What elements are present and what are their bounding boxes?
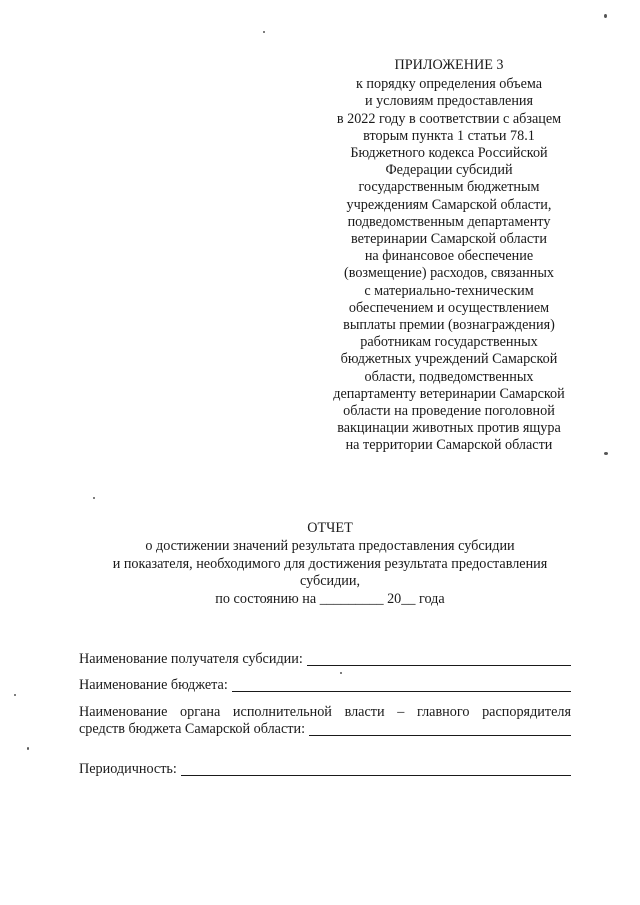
appendix-heading: ПРИЛОЖЕНИЕ 3 xyxy=(394,57,504,73)
budget-blank-line[interactable] xyxy=(232,677,571,692)
appendix-line: департаменту ветеринарии Самарской xyxy=(333,385,565,402)
scan-speck xyxy=(93,497,95,499)
report-fields xyxy=(79,651,571,778)
budget-label: Наименование бюджета: xyxy=(79,677,228,693)
appendix-line: выплаты премии (вознаграждения) xyxy=(343,317,555,334)
report-date-line: по состоянию на _________ 20__ года xyxy=(215,590,445,607)
periodicity-field xyxy=(79,761,571,778)
report-title: ОТЧЕТ xyxy=(307,520,353,536)
appendix-line: (возмещение) расходов, связанных xyxy=(344,265,554,282)
authority-label-cont: средств бюджета Самарской области: xyxy=(79,721,306,737)
appendix-line: вакцинации животных против ящура xyxy=(337,420,561,437)
authority-blank-line[interactable] xyxy=(309,721,571,736)
scan-speck xyxy=(604,14,607,18)
recipient-blank-line[interactable] xyxy=(307,651,571,666)
scan-speck xyxy=(14,694,16,696)
appendix-line: с материально-техническим xyxy=(364,282,534,299)
periodicity-label: Периодичность: xyxy=(79,761,177,777)
appendix-line: учреждениям Самарской области, xyxy=(346,196,552,213)
appendix-line: на территории Самарской области xyxy=(345,437,553,454)
scan-speck xyxy=(27,747,29,750)
recipient-field xyxy=(79,651,571,668)
appendix-line: государственным бюджетным xyxy=(358,179,540,196)
appendix-line: бюджетных учреждений Самарской xyxy=(340,351,558,368)
scan-speck xyxy=(604,452,608,455)
appendix-line: области, подведомственных xyxy=(364,368,534,385)
appendix-line: работникам государственных xyxy=(360,334,538,351)
scan-speck xyxy=(340,672,342,674)
appendix-line: на финансовое обеспечение xyxy=(364,248,534,265)
appendix-line: Бюджетного кодекса Российской xyxy=(350,145,548,162)
appendix-line: ветеринарии Самарской области xyxy=(351,231,547,248)
appendix-line: в 2022 году в соответствии с абзацем xyxy=(336,110,562,127)
appendix-line: и условиям предоставления xyxy=(364,93,534,110)
appendix-line: Федерации субсидий xyxy=(385,162,513,179)
scan-speck xyxy=(263,31,265,33)
appendix-line: подведомственным департаменту xyxy=(347,213,551,230)
authority-label-line: Наименование органа исполнительной власти – главного распорядителя xyxy=(79,704,571,720)
budget-field xyxy=(79,677,571,694)
report-subtitle-line: и показателя, необходимого для достижения результата предоставления xyxy=(112,555,548,572)
appendix-line: к порядку определения объема xyxy=(355,76,543,93)
report-subtitle-line: субсидии, xyxy=(299,573,361,590)
authority-field xyxy=(79,704,571,738)
appendix-header xyxy=(318,57,580,455)
periodicity-blank-line[interactable] xyxy=(181,761,571,776)
recipient-label: Наименование получателя субсидии: xyxy=(79,651,303,667)
appendix-line: вторым пункта 1 статьи 78.1 xyxy=(363,127,535,144)
report-subtitle-line: о достижении значений результата предоставления субсидии xyxy=(145,538,515,555)
report-heading xyxy=(60,520,600,608)
appendix-line: обеспечением и осуществлением xyxy=(348,299,550,316)
appendix-line: области на проведение поголовной xyxy=(343,403,555,420)
